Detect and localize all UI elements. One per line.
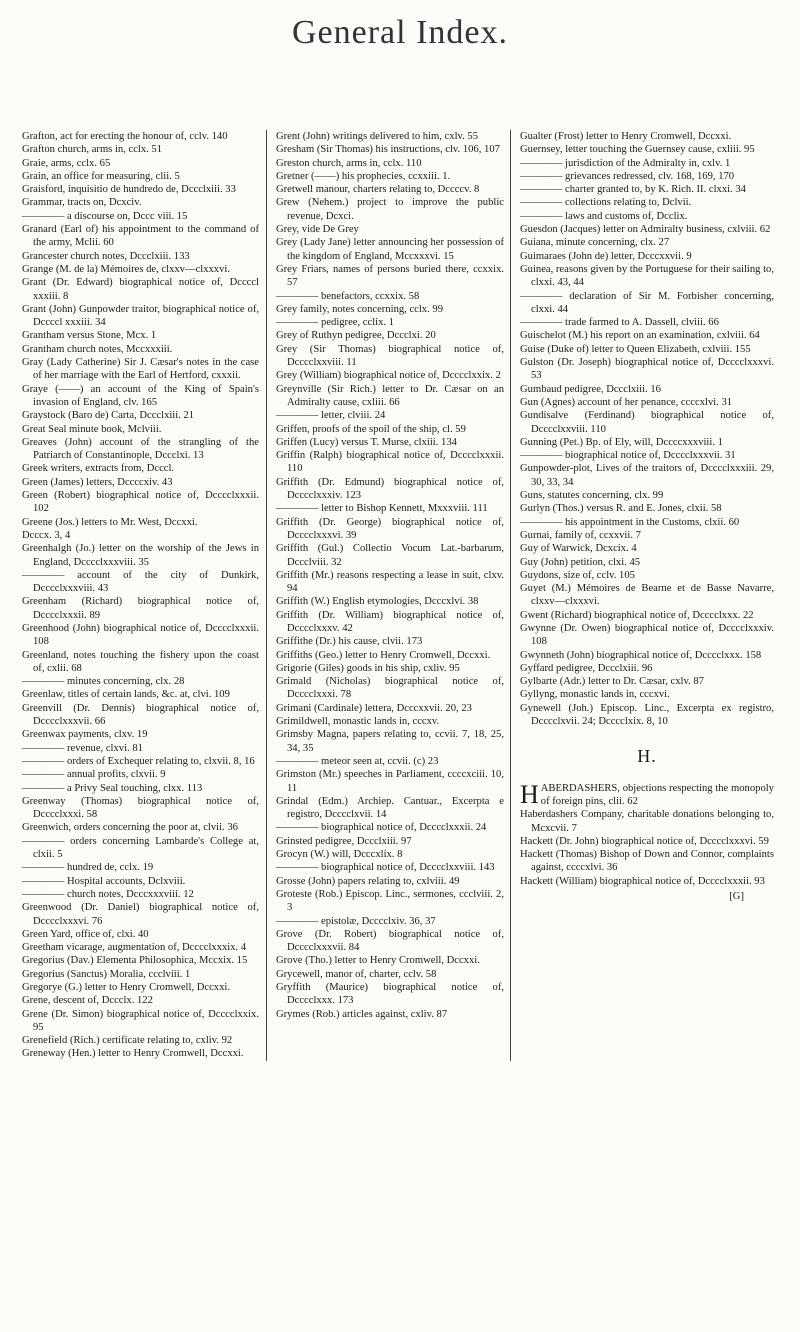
- index-entry: Grent (John) writings delivered to him, cxlv. 55: [276, 131, 479, 142]
- index-entry: Guiana, minute concerning, clx. 27: [520, 237, 670, 249]
- index-entry: Grew (Nehem.) project to improve the public revenue, Dcxci.: [276, 197, 504, 222]
- index-entry: Gryffith (Maurice) biographical notice of, Dcccclxxx. 173: [276, 982, 504, 1007]
- index-entry: Gyffard pedigree, Dccclxiii. 96: [520, 662, 653, 674]
- index-entry: ———— minutes concerning, clx. 28: [22, 676, 185, 688]
- index-entry: Gurlyn (Thos.) versus R. and E. Jones, clxii. 58: [520, 503, 722, 515]
- index-entry: Gun (Agnes) account of her penance, ccccxlvi. 31: [520, 396, 733, 408]
- index-entry: Grinsted pedigree, Dccclxiii. 97: [276, 835, 412, 847]
- index-entry: ———— collections relating to, Dclvii.: [520, 197, 692, 209]
- index-entry: Graye (——) an account of the King of Spain's invasion of England, clv. 165: [22, 383, 259, 408]
- index-entry: Greenhood (John) biographical notice of, Dcccclxxxii. 108: [22, 622, 259, 648]
- index-entry: ———— orders concerning Lambarde's College at, clxii. 5: [22, 835, 259, 861]
- index-entry: Guns, statutes concerning, clx. 99: [520, 490, 664, 502]
- index-entry: Grimston (Mr.) speeches in Parliament, ccccxciii. 10, 11: [276, 769, 504, 794]
- index-entry: Grey (William) biographical notice of, Dcccclxxix. 2: [276, 370, 501, 382]
- section-h-first-entry-text: ABERDASHERS, objections respecting the monopoly of foreign pins, clii. 62: [540, 782, 774, 807]
- index-entry: Grycewell, manor of, charter, cclv. 58: [276, 968, 437, 980]
- index-entry: Greston church, arms in, cclx. 110: [276, 157, 422, 169]
- index-entry: ———— hundred de, cclx. 19: [22, 862, 154, 874]
- index-entry: Griffith (Gul.) Collectio Vocum Lat.-barbarum, Dccclviii. 32: [276, 543, 504, 568]
- index-entry: Grancester church notes, Dccclxiii. 133: [22, 250, 190, 262]
- index-entry: Gulston (Dr. Joseph) biographical notice of, Dcccclxxxvi. 53: [520, 357, 774, 382]
- index-entry: Gretwell manour, charters relating to, Dccccv. 8: [276, 184, 480, 196]
- index-entry: Grene (Dr. Simon) biographical notice of, Dcccclxxix. 95: [22, 1008, 259, 1033]
- index-entry: Grindal (Edm.) Archiep. Cantuar., Excerpta e registro, Dcccclxvii. 14: [276, 795, 504, 821]
- index-entry: Greenvill (Dr. Dennis) biographical notice of, Dcccclxxxvii. 66: [22, 702, 259, 728]
- index-entry: Gregorius (Sanctus) Moralia, ccclviii. 1: [22, 968, 191, 980]
- index-entry: Grymes (Rob.) articles against, cxliv. 87: [276, 1008, 448, 1020]
- index-entry: ———— his appointment in the Customs, clxii. 60: [520, 516, 740, 528]
- index-entry: ———— declaration of Sir M. Forbisher concerning, clxxi. 44: [520, 290, 774, 315]
- index-entry: Gregorye (G.) letter to Henry Cromwell, Dccxxi.: [22, 982, 230, 993]
- index-entry: Guy of Warwick, Dcxcix. 4: [520, 543, 637, 555]
- index-entry: Guise (Duke of) letter to Queen Elizabeth, cxlviii. 155: [520, 343, 751, 355]
- index-entry: Gynewell (Joh.) Episcop. Linc., Excerpta ex registro, Dcccclxvii. 24; Dcccclxix. 8, 10: [520, 702, 774, 728]
- index-entry: Hackett (William) biographical notice of, Dcccclxxxii. 93: [520, 875, 765, 887]
- index-entry: Grantham versus Stone, Mcx. 1: [22, 330, 157, 342]
- index-entry: Gualter (Frost) letter to Henry Cromwell, Dccxxi.: [520, 131, 732, 142]
- index-entry: ———— revenue, clxvi. 81: [22, 742, 143, 754]
- index-entry: ———— a Privy Seal touching, clxx. 113: [22, 782, 203, 794]
- index-entry: Gurnai, family of, ccxxvii. 7: [520, 529, 641, 541]
- index-entry: Griffith (W.) English etymologies, Dcccxlvi. 38: [276, 596, 479, 608]
- index-entry: Dcccx. 3, 4: [22, 529, 71, 541]
- index-entry: Greenham (Richard) biographical notice of, Dcccclxxxii. 89: [22, 596, 259, 621]
- index-entry: ———— biographical notice of, Dcccclxxxvii. 31: [520, 450, 736, 462]
- index-entry: Greenwax payments, clxv. 19: [22, 729, 148, 741]
- index-entry: Grantham church notes, Mccxxxiii.: [22, 343, 173, 355]
- index-entry: Grey of Ruthyn pedigree, Dccclxi. 20: [276, 330, 436, 342]
- index-entry: Graie, arms, cclx. 65: [22, 157, 111, 169]
- index-entry: ———— orders of Exchequer relating to, clxvii. 8, 16: [22, 755, 255, 767]
- index-entry: Gylbarte (Adr.) letter to Dr. Cæsar, cxlv. 87: [520, 676, 704, 688]
- index-entry: ———— trade farmed to A. Dassell, clviii. 66: [520, 317, 719, 329]
- index-entry: Greenlaw, titles of certain lands, &c. at, clvi. 109: [22, 689, 230, 701]
- index-entry: Green (James) letters, Dccccxiv. 43: [22, 476, 173, 488]
- index-entry: Guinea, reasons given by the Portuguese for their sailing to, clxxi. 43, 44: [520, 263, 774, 289]
- index-entry: ———— laws and customs of, Dcclix.: [520, 210, 688, 222]
- index-entry: Guimaraes (John de) letter, Dcccxxvii. 9: [520, 250, 692, 262]
- index-entry: Griffith (Dr. Edmund) biographical notice of, Dcccclxxxiv. 123: [276, 476, 504, 502]
- index-entry: Gundisalve (Ferdinand) biographical notice of, Dcccclxxviii. 110: [520, 410, 774, 435]
- index-entry: Hackett (Dr. John) biographical notice of, Dcccclxxxvi. 59: [520, 835, 769, 847]
- index-entry: ———— pedigree, cclix. 1: [276, 317, 394, 329]
- drop-cap: H: [520, 779, 539, 809]
- index-entry: Griffen (Lucy) versus T. Murse, clxiii. 134: [276, 436, 457, 448]
- index-entry: Gunpowder-plot, Lives of the traitors of, Dcccclxxxiii. 29, 30, 33, 34: [520, 463, 774, 488]
- column-3-entries: [520, 130, 774, 728]
- index-entry: Haberdashers Company, charitable donations belonging to, Mcxcvii. 7: [520, 809, 774, 834]
- index-entry: ———— letter to Bishop Kennett, Mxxxviii. 111: [276, 503, 488, 515]
- index-entry: Grafton, act for erecting the honour of, cclv. 140: [22, 131, 228, 142]
- index-entry: ———— benefactors, ccxxix. 58: [276, 290, 420, 302]
- index-entry: Grimildwell, monastic lands in, cccxv.: [276, 716, 440, 728]
- index-entry: Greynville (Sir Rich.) letter to Dr. Cæsar on an Admiralty cause, cxliii. 66: [276, 383, 504, 408]
- index-entry: ———— annual profits, clxvii. 9: [22, 769, 166, 781]
- index-columns: [22, 130, 774, 1061]
- index-entry: Green (Robert) biographical notice of, Dcccclxxxii. 102: [22, 490, 259, 515]
- index-entry: Grene, descent of, Dccclx. 122: [22, 995, 153, 1007]
- index-entry: Grove (Tho.) letter to Henry Cromwell, Dccxxi.: [276, 955, 480, 967]
- index-entry: Grammar, tracts on, Dcxciv.: [22, 197, 142, 209]
- index-entry: Griffiths (Geo.) letter to Henry Cromwell, Dccxxi.: [276, 649, 491, 661]
- index-entry: Grimani (Cardinale) lettera, Dcccxxvii. 20, 23: [276, 702, 472, 714]
- index-entry: Great Seal minute book, Mclviii.: [22, 423, 162, 435]
- index-entry: Grey family, notes concerning, cclx. 99: [276, 303, 443, 315]
- section-h-entries: [520, 808, 774, 888]
- index-entry: Grey Friars, names of persons buried there, ccxxix. 57: [276, 263, 504, 289]
- index-entry: Greetham vicarage, augmentation of, Dcccclxxxix. 4: [22, 942, 247, 954]
- index-entry: Hackett (Thomas) Bishop of Down and Connor, complaints against, ccccxlvi. 36: [520, 849, 774, 874]
- index-entry: ———— charter granted to, by K. Rich. II. clxxi. 34: [520, 184, 746, 196]
- index-entry: Grey (Sir Thomas) biographical notice of, Dcccclxxviii. 11: [276, 343, 504, 369]
- index-entry: Green Yard, office of, clxi. 40: [22, 928, 149, 940]
- index-entry: Groteste (Rob.) Episcop. Linc., sermones, ccclviii. 2, 3: [276, 888, 504, 914]
- index-entry: Gwynneth (John) biographical notice of, Dcccclxxx. 158: [520, 649, 762, 661]
- index-entry: Greenwood (Dr. Daniel) biographical notice of, Dcccclxxxvi. 76: [22, 902, 259, 927]
- index-entry: Griffith (Dr. William) biographical notice of, Dcccclxxxv. 42: [276, 609, 504, 634]
- index-entry: Grange (M. de la) Mémoires de, clxxv—clxxxvi.: [22, 263, 230, 275]
- index-entry: Grosse (John) papers relating to, cxlviii. 49: [276, 875, 460, 887]
- index-entry: Greenway (Thomas) biographical notice of, Dcccclxxxi. 58: [22, 795, 259, 821]
- index-entry: Grove (Dr. Robert) biographical notice of, Dcccclxxxvii. 84: [276, 928, 504, 954]
- index-entry: Greaves (John) account of the strangling of the Patriarch of Constantinople, Dccclxi. 13: [22, 436, 259, 462]
- index-entry: Griffithe (Dr.) his cause, clvii. 173: [276, 636, 423, 648]
- index-entry: Greek writers, extracts from, Dcccl.: [22, 463, 175, 475]
- index-entry: ———— a discourse on, Dccc viii. 15: [22, 210, 188, 222]
- index-entry: Grey, vide De Grey: [276, 224, 359, 236]
- index-entry: Gregorius (Dav.) Elementa Philosophica, Mccxix. 15: [22, 955, 248, 967]
- index-entry: Guernsey, letter touching the Guernsey cause, cxliii. 95: [520, 144, 755, 156]
- index-entry: Grimald (Nicholas) biographical notice of, Dcccclxxxi. 78: [276, 676, 504, 701]
- index-entry: Grant (John) Gunpowder traitor, biographical notice of, Dccccl xxxiii. 34: [22, 303, 259, 329]
- index-entry: Gumbaud pedigree, Dccclxiii. 16: [520, 383, 661, 395]
- index-entry: Griffith (Mr.) reasons respecting a lease in suit, clxv. 94: [276, 569, 504, 595]
- index-entry: Grey (Lady Jane) letter announcing her possession of the kingdom of England, Mccxxxvi. 15: [276, 237, 504, 262]
- index-column-1: [22, 130, 266, 1061]
- index-entry: ———— grievances redressed, clv. 168, 169, 170: [520, 170, 735, 182]
- index-entry: Guischelot (M.) his report on an examination, cxlviii. 64: [520, 330, 760, 342]
- signature-mark: [G]: [729, 891, 744, 903]
- index-entry: Greenwich, orders concerning the poor at, clvii. 36: [22, 822, 238, 834]
- index-entry: Greneway (Hen.) letter to Henry Cromwell, Dccxxi.: [22, 1048, 244, 1060]
- index-entry: Griffin (Ralph) biographical notice of, Dcccclxxxii. 110: [276, 450, 504, 475]
- index-entry: Greenhalgh (Jo.) letter on the worship of the Jews in England, Dcccclxxxviii. 35: [22, 543, 259, 568]
- index-entry: ———— jurisdiction of the Admiralty in, cxlv. 1: [520, 157, 731, 169]
- index-entry: Gray (Lady Catherine) Sir J. Cæsar's notes in the case of her marriage with the Earl of Hertford, cxxxii.: [22, 357, 259, 382]
- index-entry: Grimsby Magna, papers relating to, ccvii. 7, 18, 25, 34, 35: [276, 729, 504, 754]
- index-entry: Gwynne (Dr. Owen) biographical notice of, Dcccclxxxiv. 108: [520, 622, 774, 648]
- index-entry: Grenefield (Rich.) certificate relating to, cxliv. 92: [22, 1035, 233, 1047]
- index-entry: Gretner (——) his prophecies, ccxxiii. 1.: [276, 170, 451, 182]
- index-entry: Guyet (M.) Mémoires de Bearne et de Basse Navarre, clxxv—clxxxvi.: [520, 583, 774, 608]
- index-entry: ———— letter, clviii. 24: [276, 410, 386, 422]
- index-entry: ———— church notes, Dcccxxxviii. 12: [22, 888, 194, 900]
- index-entry: Grain, an office for measuring, clii. 5: [22, 170, 180, 182]
- index-entry: Guy (John) petition, clxi. 45: [520, 556, 641, 568]
- index-entry: Graisford, inquisitio de hundredo de, Dccclxiii. 33: [22, 184, 236, 196]
- index-entry: Grigorie (Giles) goods in his ship, cxliv. 95: [276, 662, 460, 674]
- section-heading-h: H.: [637, 746, 657, 767]
- index-column-3: [510, 130, 774, 1061]
- index-entry: Grant (Dr. Edward) biographical notice of, Dccccl xxxiii. 8: [22, 277, 259, 302]
- index-entry: Greene (Jos.) letters to Mr. West, Dccxxi.: [22, 516, 198, 528]
- index-entry: Grocyn (W.) will, Dcccxlix. 8: [276, 849, 403, 861]
- index-entry: Gunning (Pet.) Bp. of Ely, will, Dccccxxxviii. 1: [520, 436, 723, 448]
- index-entry: Grafton church, arms in, cclx. 51: [22, 144, 163, 156]
- index-entry: ———— meteor seen at, ccvii. (c) 23: [276, 755, 439, 767]
- index-entry: Gyllyng, monastic lands in, cccxvi.: [520, 689, 670, 701]
- index-entry: Graystock (Baro de) Carta, Dccclxiii. 21: [22, 410, 195, 422]
- index-entry: Gresham (Sir Thomas) his instructions, clv. 106, 107: [276, 144, 500, 156]
- index-entry: ———— epistolæ, Dcccclxiv. 36, 37: [276, 915, 436, 927]
- index-entry: Griffen, proofs of the spoil of the ship, cl. 59: [276, 423, 466, 435]
- index-entry: Gwent (Richard) biographical notice of, Dcccclxxx. 22: [520, 609, 754, 621]
- index-entry: ———— Hospital accounts, Dclxviii.: [22, 875, 186, 887]
- index-entry: ———— biographical notice of, Dcccclxxxii. 24: [276, 822, 487, 834]
- index-entry: Guesdon (Jacques) letter on Admiralty business, cxlviii. 62: [520, 224, 771, 236]
- index-entry: Greenland, notes touching the fishery upon the coast of, cxlii. 68: [22, 649, 259, 674]
- index-entry: Griffith (Dr. George) biographical notice of, Dcccclxxxvi. 39: [276, 516, 504, 541]
- page-title: General Index.: [291, 14, 508, 51]
- index-entry: Granard (Earl of) his appointment to the command of the army, Mclii. 60: [22, 224, 259, 249]
- index-entry: ———— account of the city of Dunkirk, Dcccclxxxviii. 43: [22, 569, 259, 595]
- index-column-2: [266, 130, 510, 1061]
- index-entry: Guydons, size of, cclv. 105: [520, 569, 635, 581]
- index-entry: ———— biographical notice of, Dcccclxxviii. 143: [276, 862, 495, 874]
- section-h-first-entry: [520, 779, 774, 809]
